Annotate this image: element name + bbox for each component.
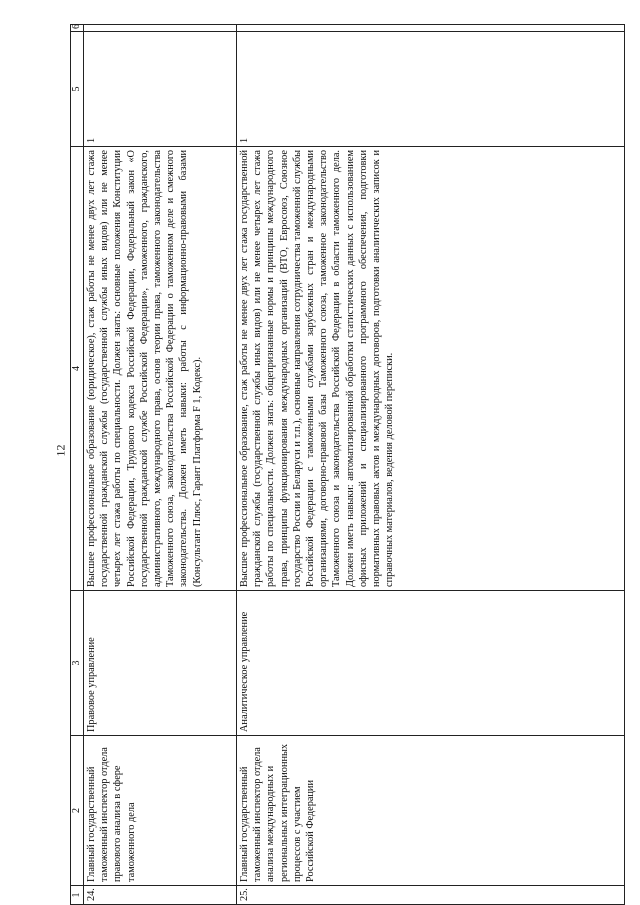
position-title: Главный государственный таможенный инспектор отдела правового анализа в сфере таможенного дела [84,736,237,886]
department-name: Правовое управление [84,591,237,736]
page-number: 12 [53,444,68,457]
rotated-table-container [70,25,625,905]
position-title: Главный государственный таможенный инспектор отдела анализа международных и региональных интеграционных процессов с участием Российской Федерации [237,736,625,886]
department-name: Аналитическое управление [237,591,625,736]
column-5-value: 1 [237,32,625,147]
positions-table [70,24,625,905]
row-number: 24. [84,886,237,905]
table-row [237,25,625,905]
column-5-value: 1 [84,32,237,147]
column-header: 5 [71,32,84,147]
column-header: 2 [71,736,84,886]
row-number: 25. [237,886,625,905]
table-header-row [71,25,84,905]
column-header: 6 [71,25,84,32]
qualification-requirements: Высшее профессиональное образование, стаж работы не менее двух лет стажа государственной гражданской службы (государственной службы иных видов) или не менее четырех лет стажа работы по специальности. Должен знать: общепризнанные нормы и принципы международного права, принципы функционирования международных организаций (ВТО, Евросоюз, Союзное государство России и Беларуси и т.п.), основные направления сотрудничества таможенной службы Российской Федерации с таможенными службами зарубежных стран и международными организациями, договорно-правовой базы Таможенного союза, таможенное законодательство Таможенного союза и законодательства Российской Федерации в области таможенного дела. Должен иметь навыки: автоматизированной обработки статистических данных с использованием офисных приложений и специализированного программного обеспечения, подготовки нормативных правовых актов и международных договоров, подготовки аналитических записок и справочных материалов, ведения деловой переписки. [237,147,625,591]
column-header: 3 [71,591,84,736]
column-6-value [84,25,237,32]
column-header: 1 [71,886,84,905]
table-row [84,25,237,905]
column-header: 4 [71,147,84,591]
qualification-requirements: Высшее профессиональное образование (юридическое), стаж работы не менее двух лет стажа государственной гражданской службы (государственной службы иных видов) или не менее четырех лет стажа работы по специальности. Должен знать: основные положения Конституции Российской Федерации, Трудового кодекса Российской Федерации, Федеральный закон «О государственной гражданской службе Российской Федерации», таможенного, гражданского, административного, международного права, основ теории права, таможенного законодательства Таможенного союза, законодательства Российской Федерации о таможенном деле и смежного законодательства. Должен иметь навыки: работы с информационно-правовыми базами (Консультант Плюс, Гарант Платформа F 1, Кодекс). [84,147,237,591]
column-6-value [237,25,625,32]
